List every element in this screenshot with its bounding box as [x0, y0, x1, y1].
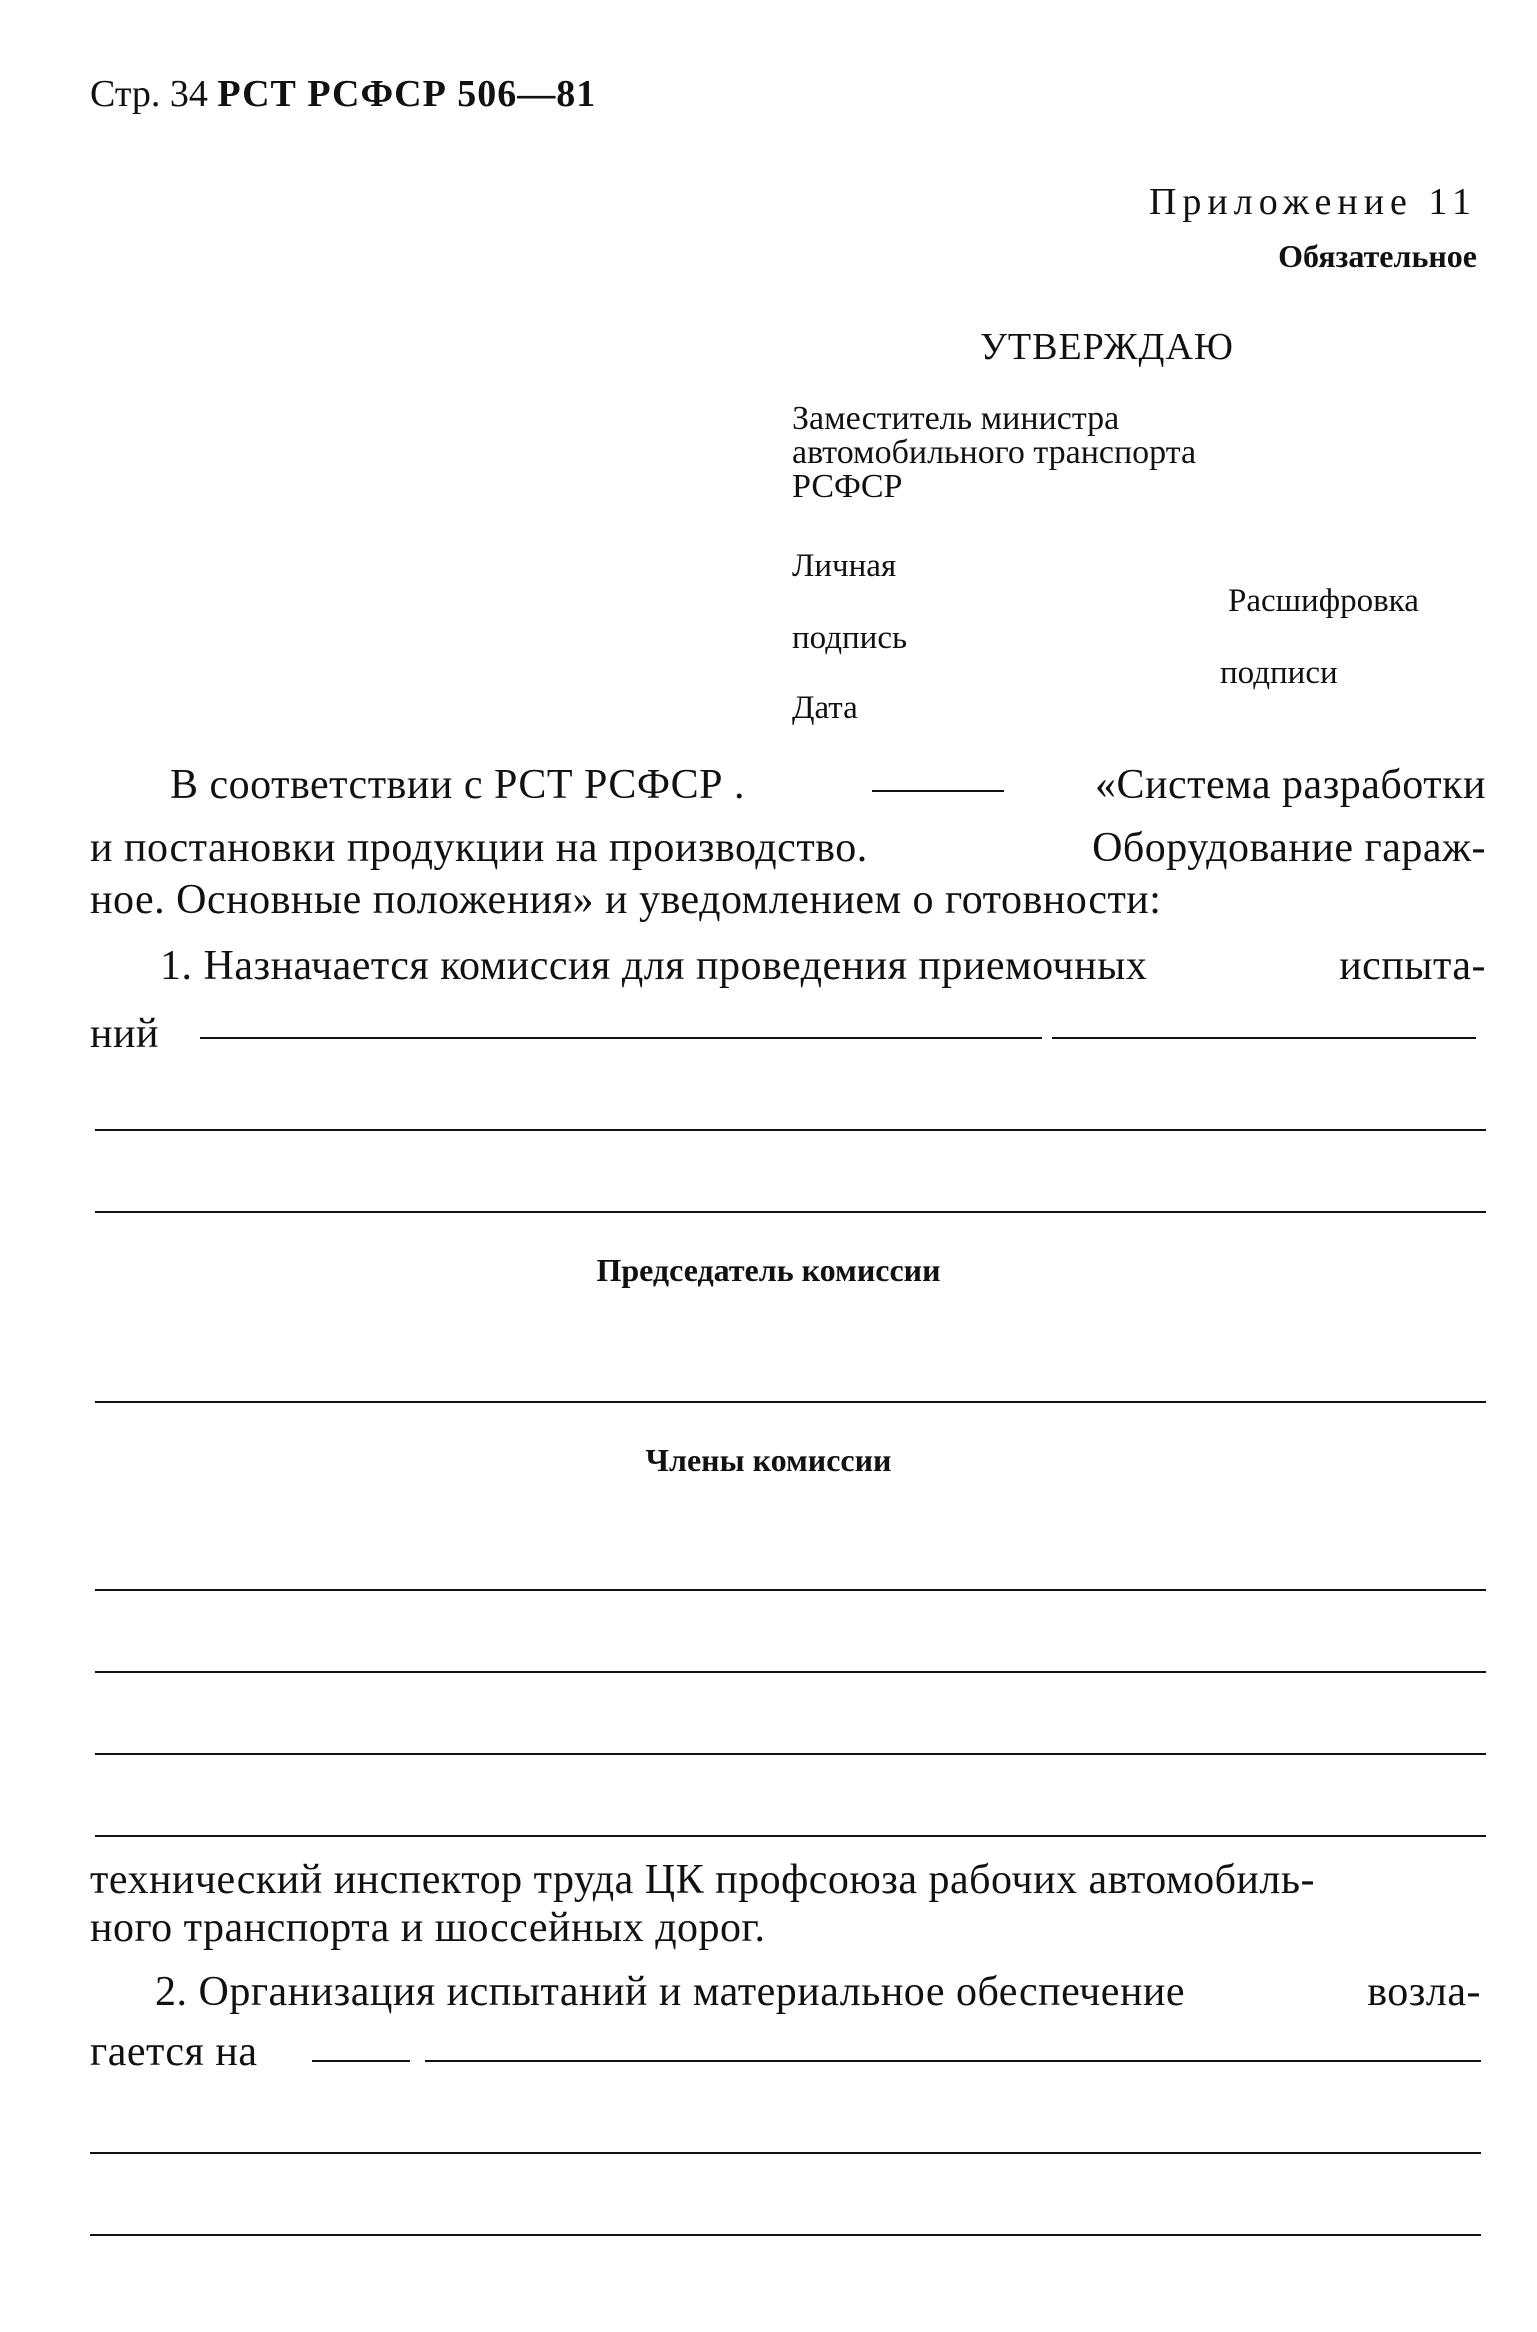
appendix-status: Обязательное: [1278, 238, 1477, 274]
personal-signature-label-1: Личная: [792, 548, 897, 584]
inspector-line-1: технический инспектор труда ЦК профсоюза рабочих автомобиль-: [90, 1857, 1316, 1903]
item2-line-2: гается на: [90, 2029, 258, 2075]
members-label: Члены комиссии: [645, 1442, 892, 1478]
intro-line1-right: «Система разработки: [1095, 762, 1486, 808]
fill-in-line: [95, 1401, 1486, 1403]
item2-line1-right: возла-: [1367, 1969, 1481, 2015]
item1-line-2: ний: [90, 1011, 159, 1057]
date-label: Дата: [792, 690, 858, 726]
signature-decode-label-1: Расшифровка: [1228, 583, 1419, 619]
fill-in-line: [425, 2060, 1481, 2062]
fill-in-line: [90, 2234, 1481, 2236]
fill-in-line: [95, 1211, 1486, 1213]
page-number: Стр. 34: [90, 73, 208, 115]
approver-position-line: автомобильного транспорта: [792, 434, 1197, 471]
fill-in-line: [90, 2152, 1481, 2154]
approval-heading: УТВЕРЖДАЮ: [980, 326, 1234, 368]
inspector-line-2: ного транспорта и шоссейных дорог.: [90, 1905, 766, 1951]
intro-line-2: [90, 820, 1486, 876]
item1-line-1: [160, 938, 1486, 994]
intro-line-1: [170, 757, 1486, 813]
fill-in-line: [95, 1835, 1486, 1837]
item1-line1-right: испыта-: [1339, 943, 1486, 989]
approver-position-line: РСФСР: [792, 468, 903, 505]
intro-line2-right: Оборудование гараж-: [1092, 825, 1486, 871]
item2-line-1: [155, 1964, 1481, 2020]
page-header: [90, 72, 596, 116]
intro-line2-left: и постановки продукции на производство.: [90, 825, 868, 871]
standard-number-blank: [872, 790, 1004, 792]
fill-in-line: [95, 1671, 1486, 1673]
item2-line1-left: 2. Организация испытаний и материальное обеспечение: [155, 1969, 1186, 2015]
fill-in-line: [95, 1753, 1486, 1755]
fill-in-line: [95, 1589, 1486, 1591]
intro-line1-left: В соответствии с РСТ РСФСР .: [170, 762, 745, 808]
approver-position: [792, 402, 1196, 504]
standard-code: РСТ РСФСР 506—81: [217, 73, 597, 115]
fill-in-line: [1052, 1037, 1476, 1039]
signature-decode-label-2: подписи: [1220, 655, 1338, 691]
approver-position-line: Заместитель министра: [792, 400, 1120, 437]
fill-in-line: [200, 1037, 1042, 1039]
fill-in-line: [95, 1129, 1486, 1131]
intro-line-3: ное. Основные положения» и уведомлением о готовности:: [90, 877, 1162, 923]
fill-in-line: [312, 2060, 410, 2062]
personal-signature-label-2: подпись: [792, 620, 908, 656]
item1-line1-left: 1. Назначается комиссия для проведения приемочных: [160, 943, 1148, 989]
appendix-title: Приложение 11: [1148, 181, 1477, 223]
chairman-label: Председатель комиссии: [596, 1252, 941, 1288]
